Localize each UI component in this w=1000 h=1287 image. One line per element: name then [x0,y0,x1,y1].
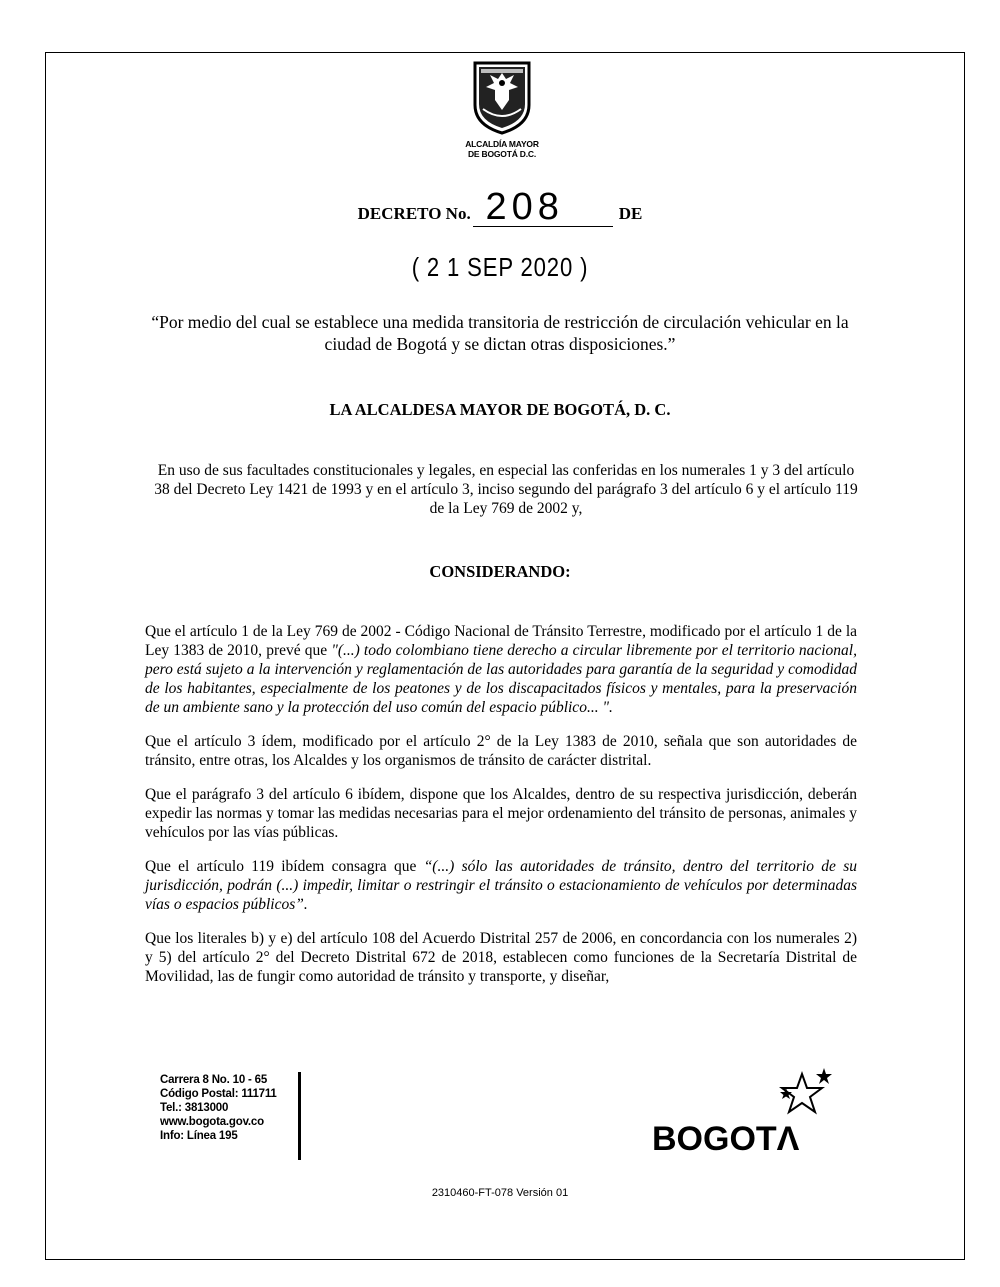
paragraph-1-lead: Que el artículo 1 de la Ley 769 de 2002 - Código Nacional de Tránsito Terrestre, modificado por el artículo 1 de la Ley 1383 de 2010, prevé que [145,623,857,659]
paragraph-4 [145,857,857,914]
preamble-paragraph: En uso de sus facultades constitucionales y legales, en especial las conferidas en los numerales 1 y 3 del artículo 38 del Decreto Ley 1421 de 1993 y en el artículo 3, inciso segundo del parágrafo 3 del artículo 6 y el artículo 119 de la Ley 769 de 2002 y, [154,462,858,517]
paragraph-4-lead: Que el artículo 119 ibídem consagra que [145,858,424,875]
decree-title: “Por medio del cual se establece una medida transitoria de restricción de circulación vehicular en la ciudad de Bogotá y se dictan otras disposiciones.” [151,312,849,354]
footer-divider [298,1072,301,1160]
decree-label: DECRETO No. [357,204,471,223]
paragraph-2: Que el artículo 3 ídem, modificado por el artículo 2° de la Ley 1383 de 2010, señala que son autoridades de tránsito, entre otras, los Alcaldes y los organismos de tránsito de carácter distrital. [145,733,857,769]
star-logo-icon [772,1066,834,1118]
decree-number-field [473,188,613,227]
paragraph-4-quote: “(...) sólo las autoridades de tránsito, dentro del territorio de su jurisdicción, podrán (...) impedir, limitar o restringir el tránsito o estacionamiento de vehículos por determinadas vías o espacios públicos”. [145,858,857,913]
considering-heading: CONSIDERANDO: [429,562,571,581]
paragraph-3: Que el parágrafo 3 del artículo 6 ibídem, dispone que los Alcaldes, dentro de su respectiva jurisdicción, deberán expedir las normas y tomar las medidas necesarias para el mejor ordenamiento del tránsito de personas, animales y vehículos por las vías públicas. [145,786,857,841]
form-code: 2310460-FT-078 Versión 01 [431,1187,569,1199]
paragraph-5: Que los literales b) y e) del artículo 108 del Acuerdo Distrital 257 de 2006, en concordancia con los numerales 2) y 5) del artículo 2° del Decreto Distrital 672 de 2018, establecen como funciones de la Secretaría Distrital de Movilidad, las de fungir como autoridad de tránsito y transporte, y diseñar, [145,930,857,985]
decree-number: 208 [485,186,564,228]
address-phone: Tel.: 3813000 [160,1102,229,1114]
paragraph-1 [145,622,857,717]
bogota-brand-logo: BOGOTΛ [652,1120,800,1158]
address-website: www.bogota.gov.co [160,1116,264,1128]
entity-line-1: ALCALDÍA MAYOR [465,139,539,149]
paragraph-1-quote: "(...) todo colombiano tiene derecho a circular libremente por el territorio nacional, pero está sujeto a la intervención y reglamentación de las autoridades para garantía de la seguridad y comodidad de los habitantes, especialmente de los peatones y de los discapacitados físicos y mentales, para la preservación de un ambiente sano y la protección del uso común del espacio público... ". [145,642,857,716]
address-street: Carrera 8 No. 10 - 65 [160,1074,268,1086]
authority-heading: LA ALCALDESA MAYOR DE BOGOTÁ, D. C. [329,400,671,419]
considering-body [145,622,857,1001]
entity-line-2: DE BOGOTÁ D.C. [467,149,537,159]
decree-de-label: DE [618,204,643,223]
footer-address [160,1073,296,1143]
address-postal-code: Código Postal: 111711 [160,1088,277,1100]
coat-of-arms-icon [471,59,533,135]
entity-caption [430,139,574,159]
decree-heading [0,188,1000,227]
address-info-line: Info: Línea 195 [160,1130,238,1142]
date-stamp: ( 2 1 SEP 2020 ) [411,252,589,282]
